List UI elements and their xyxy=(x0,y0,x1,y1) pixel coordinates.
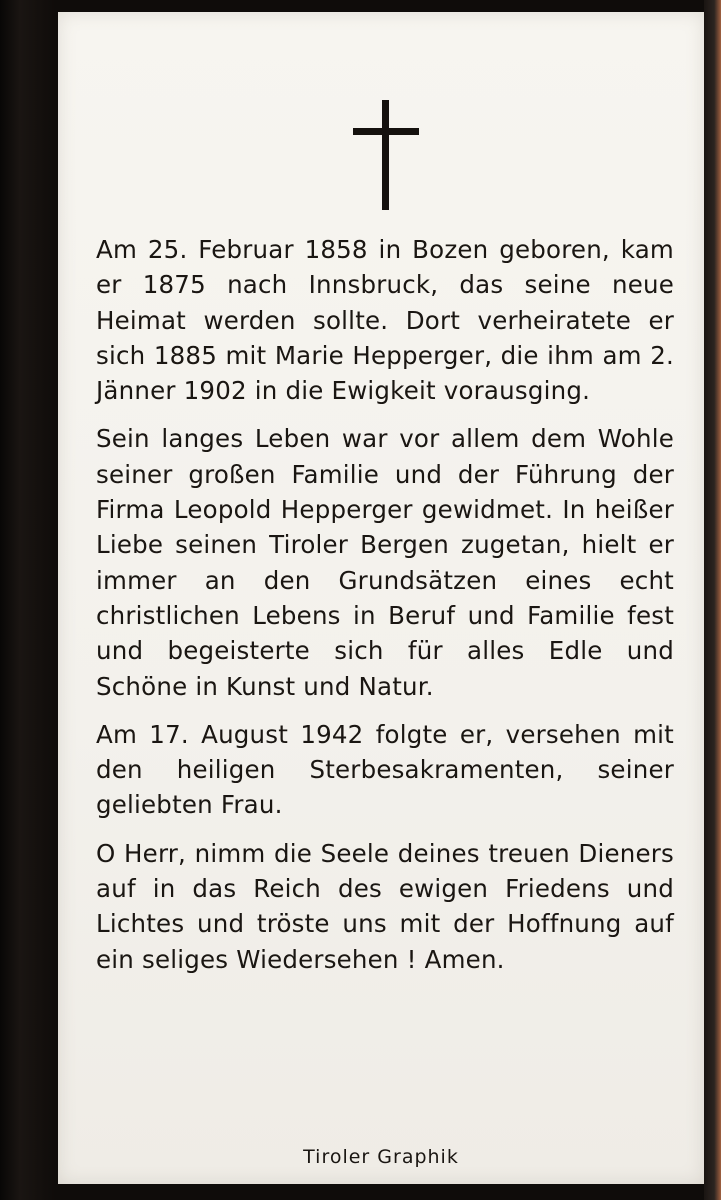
printer-credit: Tiroler Graphik xyxy=(303,1146,459,1168)
scan-edge xyxy=(704,0,721,1200)
card-body xyxy=(96,232,674,990)
memorial-card xyxy=(58,12,704,1184)
paragraph-death: Am 17. August 1942 folgte er, versehen mit den heiligen Sterbesakramenten, seiner geliebten Frau. xyxy=(96,719,674,820)
paragraph-life: Sein langes Leben war vor allem dem Wohle seiner großen Familie und der Führung der Firma Leopold Hepperger gewidmet. In heißer Liebe seinen Tiroler Bergen zugetan, hielt er immer an den Grundsätzen eines echt christlichen Lebens in Beruf und Familie fest und begeisterte sich für alles Edle und Schöne in Kunst und Natur. xyxy=(96,424,674,701)
paragraph-biography: Am 25. Februar 1858 in Bozen geboren, kam er 1875 nach Innsbruck, das seine neue Heimat werden sollte. Dort verheiratete er sich 1885 mit Marie Hepperger, die ihm am 2. Jänner 1902 in die Ewigkeit vorausging. xyxy=(96,235,674,406)
paragraph-prayer: O Herr, nimm die Seele deines treuen Dieners auf in das Reich des ewigen Friedens und Lichtes und tröste uns mit der Hoffnung auf ein seliges Wiedersehen ! Amen. xyxy=(96,838,674,974)
latin-cross-icon xyxy=(353,100,419,210)
